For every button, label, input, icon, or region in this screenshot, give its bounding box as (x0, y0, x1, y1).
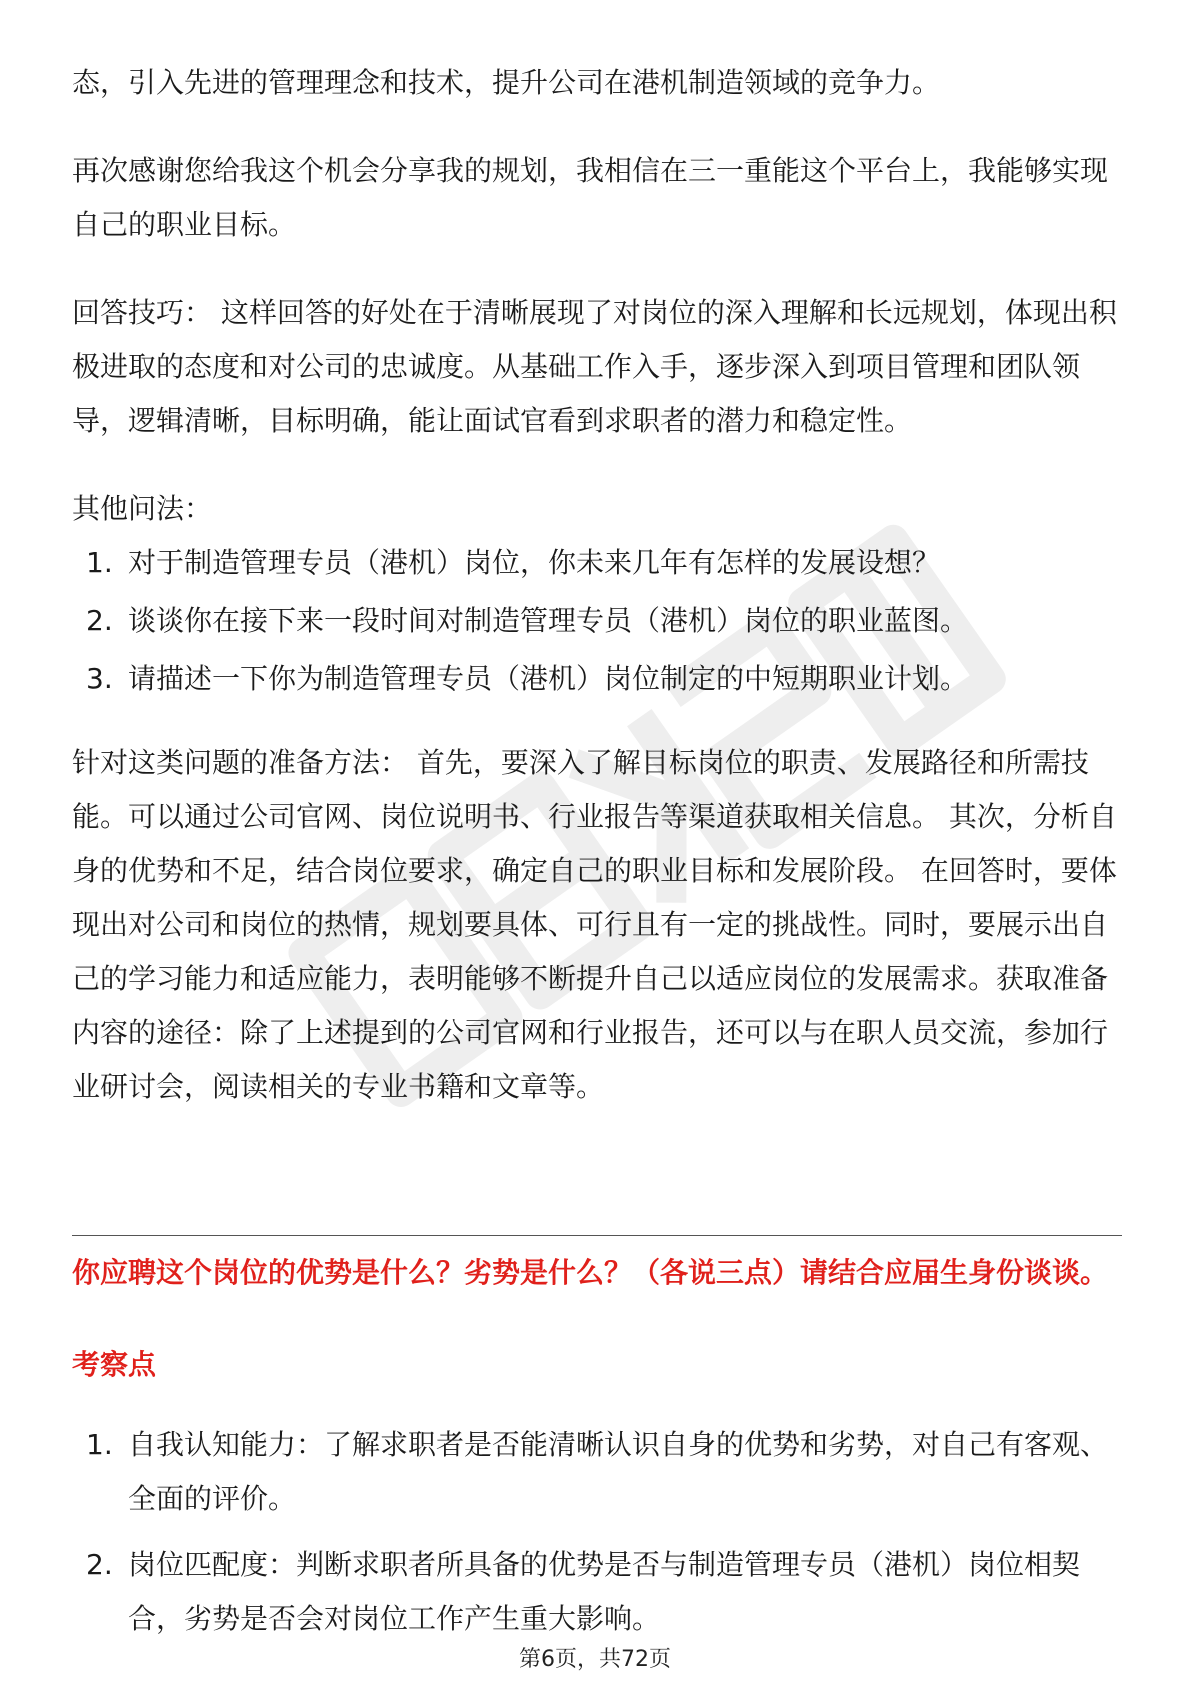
list-number: 1. (86, 1428, 113, 1461)
paragraph-2: 再次感谢您给我这个机会分享我的规划，我相信在三一重能这个平台上，我能够实现自己的职业目标。 (72, 154, 1109, 241)
list-item (72, 1418, 1118, 1526)
answer-tips-paragraph: 回答技巧： 这样回答的好处在于清晰展现了对岗位的深入理解和长远规划，体现出积极进取的态度和对公司的忠诚度。从基础工作入手，逐步深入到项目管理和团队领导，逻辑清晰，目标明确，能让面试官看到求职者的潜力和稳定性。 (72, 296, 1117, 437)
list-item (72, 1538, 1118, 1646)
section-divider (72, 1235, 1122, 1236)
list-item (72, 536, 1118, 590)
list-item-text: 岗位匹配度：判断求职者所具备的优势是否与制造管理专员（港机）岗位相契合，劣势是否会对岗位工作产生重大影响。 (128, 1548, 1081, 1635)
list-item-text: 请描述一下你为制造管理专员（港机）岗位制定的中短期职业计划。 (128, 662, 969, 695)
other-questions-list (72, 536, 1118, 706)
list-number: 1. (86, 546, 113, 579)
body-content (72, 56, 1118, 1114)
other-questions-heading: 其他问法： (72, 492, 213, 525)
list-number: 2. (86, 604, 113, 637)
list-number: 2. (86, 1548, 113, 1581)
assessment-points-list (72, 1418, 1118, 1646)
list-item (72, 594, 1118, 648)
preparation-method-paragraph: 针对这类问题的准备方法： 首先，要深入了解目标岗位的职责、发展路径和所需技能。可以通过公司官网、岗位说明书、行业报告等渠道获取相关信息。 其次，分析自身的优势和不足，结合岗位要求，确定自己的职业目标和发展阶段。 在回答时，要体现出对公司和岗位的热情，规划要具体、可行且有一定的挑战性。同时，要展示出自己的学习能力和适应能力，表明能够不断提升自己以适应岗位的发展需求。获取准备内容的途径：除了上述提到的公司官网和行业报告，还可以与在职人员交流，参加行业研讨会，阅读相关的专业书籍和文章等。 (72, 746, 1117, 1103)
assessment-points-heading: 考察点 (72, 1348, 157, 1381)
interview-question-heading: 你应聘这个岗位的优势是什么？劣势是什么？（各说三点）请结合应届生身份谈谈。 (72, 1256, 1109, 1289)
paragraph-1: 态，引入先进的管理理念和技术，提升公司在港机制造领域的竞争力。 (72, 66, 941, 99)
list-item (72, 652, 1118, 706)
list-item-text: 谈谈你在接下来一段时间对制造管理专员（港机）岗位的职业蓝图。 (128, 604, 969, 637)
page-number-footer: 第6页，共72页 (519, 1647, 671, 1672)
list-item-text: 对于制造管理专员（港机）岗位，你未来几年有怎样的发展设想？ (128, 546, 941, 579)
assessment-points (72, 1418, 1118, 1658)
list-number: 3. (86, 662, 113, 695)
list-item-text: 自我认知能力：了解求职者是否能清晰认识自身的优势和劣势，对自己有客观、全面的评价。 (128, 1428, 1109, 1515)
